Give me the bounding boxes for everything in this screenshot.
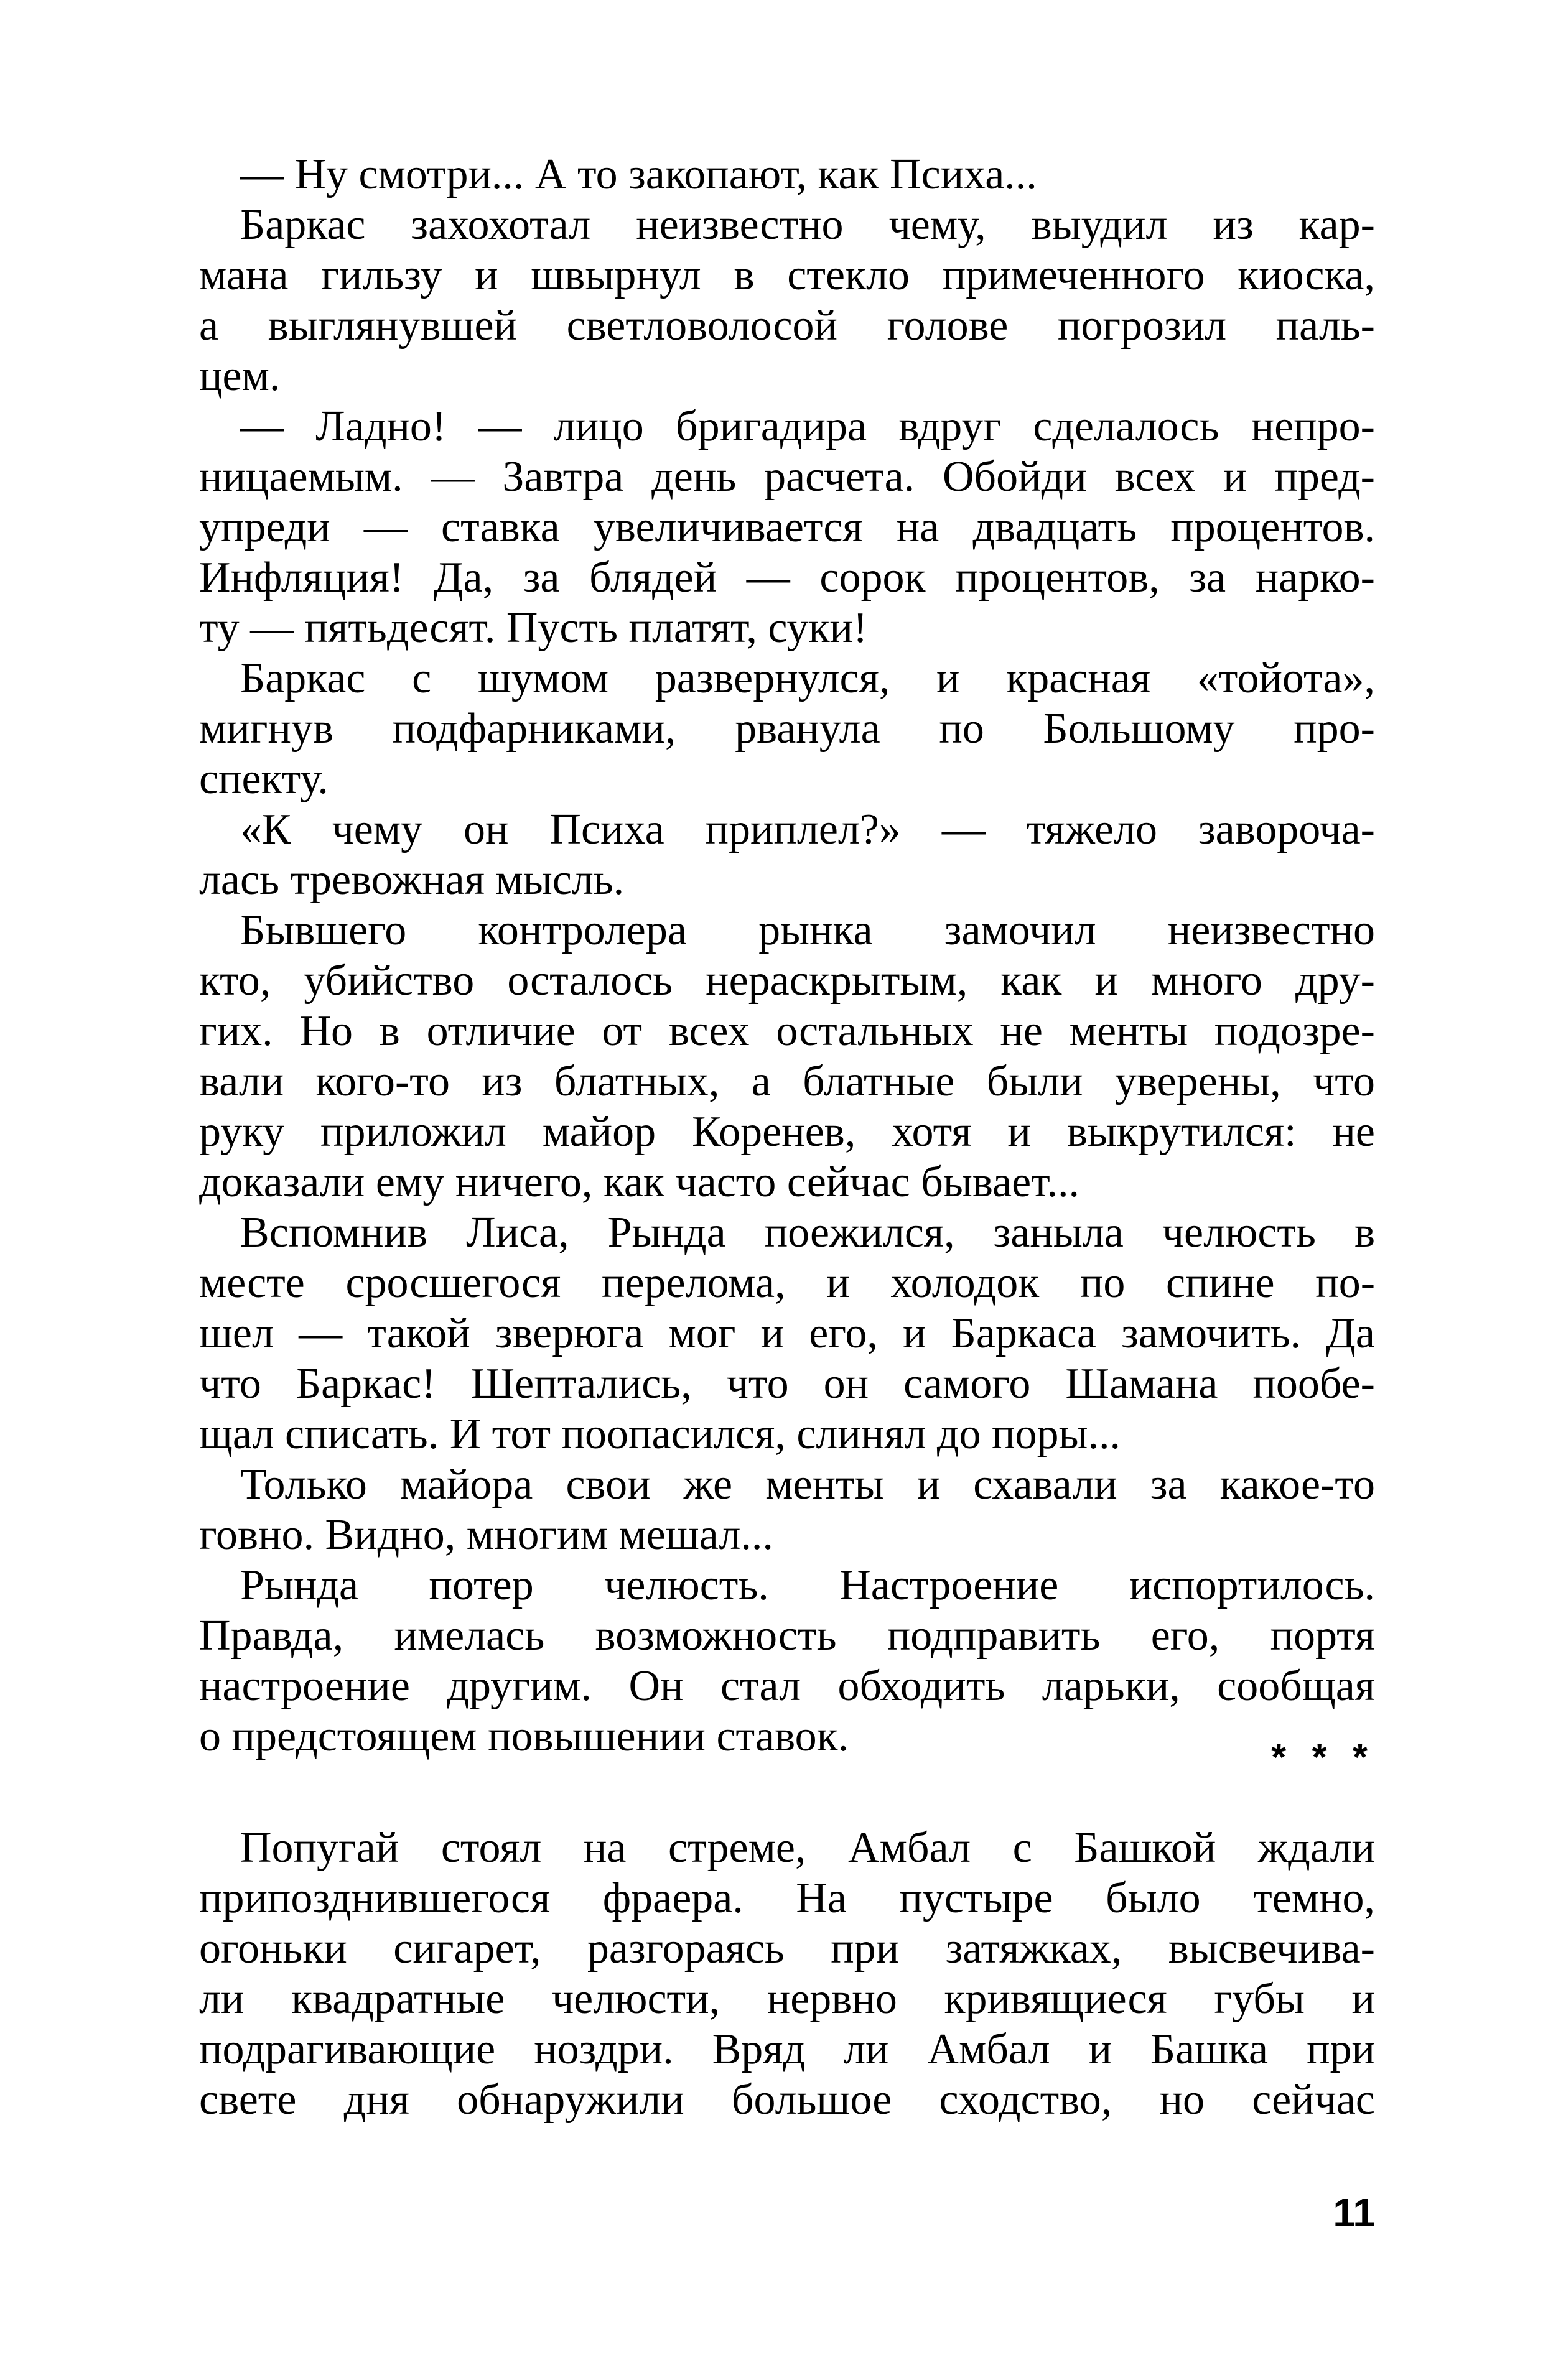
- text-line: что Баркас! Шептались, что он самого Шамана пообе-: [199, 1360, 1375, 1408]
- text-line: «К чему он Психа приплел?» — тяжело заворочa-: [240, 806, 1375, 853]
- paragraph: [199, 1560, 1375, 1762]
- text-line: кто, убийство осталось нераскрытым, как и много дру-: [199, 957, 1375, 1005]
- text-line: Баркас захохотал неизвестно чему, выудил из кар-: [240, 201, 1375, 249]
- text-line: руку приложил майор Коренев, хотя и выкрутился: не: [199, 1108, 1375, 1156]
- text-line: доказали ему ничего, как часто сейчас бывает...: [199, 1158, 1079, 1206]
- text-line: а выглянувшей светловолосой голове погрозил паль-: [199, 302, 1375, 350]
- text-line: Вспомнив Лиса, Рында поежился, заныла челюсть в: [240, 1209, 1375, 1257]
- paragraph: [199, 653, 1375, 804]
- text-line: говно. Видно, многим мешал...: [199, 1511, 773, 1559]
- paragraph: [199, 149, 1375, 200]
- page-number: 11: [1333, 2190, 1375, 2235]
- text-line: Баркас с шумом развернулся, и красная «тойота»,: [240, 654, 1375, 702]
- text-line: цем.: [199, 352, 281, 400]
- text-line: вали кого-то из блатных, а блатные были уверены, что: [199, 1058, 1375, 1105]
- paragraph: [199, 1459, 1375, 1560]
- paragraph: [199, 804, 1375, 905]
- text-line: ли квадратные челюсти, нервно кривящиеся губы и: [199, 1975, 1375, 2023]
- text-line: — Ладно! — лицо бригадира вдруг сделалось непро-: [240, 402, 1375, 450]
- text-line: Правда, имелась возможность подправить его, портя: [199, 1612, 1375, 1660]
- text-line: мана гильзу и швырнул в стекло примеченного киоска,: [199, 251, 1375, 299]
- paragraph: [199, 1823, 1375, 2125]
- text-line: шел — такой зверюга мог и его, и Баркаса замочить. Да: [199, 1309, 1375, 1357]
- text-section-1: [199, 149, 1375, 1762]
- paragraph: [199, 1207, 1375, 1459]
- text-line: припозднившегося фраера. На пустыре было темно,: [199, 1874, 1375, 1922]
- text-line: Только майора свои же менты и схавали за какое-то: [240, 1461, 1375, 1508]
- section-separator: * * *: [1271, 1736, 1375, 1779]
- text-line: Рында потер челюсть. Настроение испортилось.: [240, 1561, 1375, 1609]
- text-line: Инфляция! Да, за блядей — сорок процентов, за нарко-: [199, 554, 1375, 602]
- text-line: месте сросшегося перелома, и холодок по спине по-: [199, 1259, 1375, 1307]
- paragraph: [199, 200, 1375, 401]
- paragraph: [199, 905, 1375, 1207]
- text-line: спекту.: [199, 755, 329, 803]
- text-line: настроение другим. Он стал обходить ларьки, сообщая: [199, 1662, 1375, 1710]
- text-line: щал списать. И тот поопасился, слинял до поры...: [199, 1410, 1121, 1458]
- text-line: Бывшего контролера рынка замочил неизвестно: [240, 906, 1375, 954]
- text-line: ницаемым. — Завтра день расчета. Обойди всех и пред-: [199, 453, 1375, 501]
- paragraph: [199, 401, 1375, 653]
- text-line: о предстоящем повышении ставок.: [199, 1713, 849, 1760]
- text-line: ту — пятьдесят. Пусть платят, суки!: [199, 604, 868, 652]
- text-line: мигнув подфарниками, рванула по Большому про-: [199, 705, 1375, 753]
- text-line: Попугай стоял на стреме, Амбал с Башкой ждали: [240, 1824, 1375, 1872]
- text-line: гих. Но в отличие от всех остальных не менты подозре-: [199, 1007, 1375, 1055]
- text-line: подрагивающие ноздри. Вряд ли Амбал и Башка при: [199, 2025, 1375, 2073]
- text-line: свете дня обнаружили большое сходство, но сейчас: [199, 2076, 1375, 2124]
- text-line: упреди — ставка увеличивается на двадцать процентов.: [199, 503, 1375, 551]
- text-line: огоньки сигарет, разгораясь при затяжках, высвечива-: [199, 1925, 1375, 1973]
- text-line: — Ну смотри... А то закопают, как Психа...: [240, 151, 1037, 198]
- text-line: лась тревожная мысль.: [199, 856, 625, 904]
- text-section-2: [199, 1823, 1375, 2125]
